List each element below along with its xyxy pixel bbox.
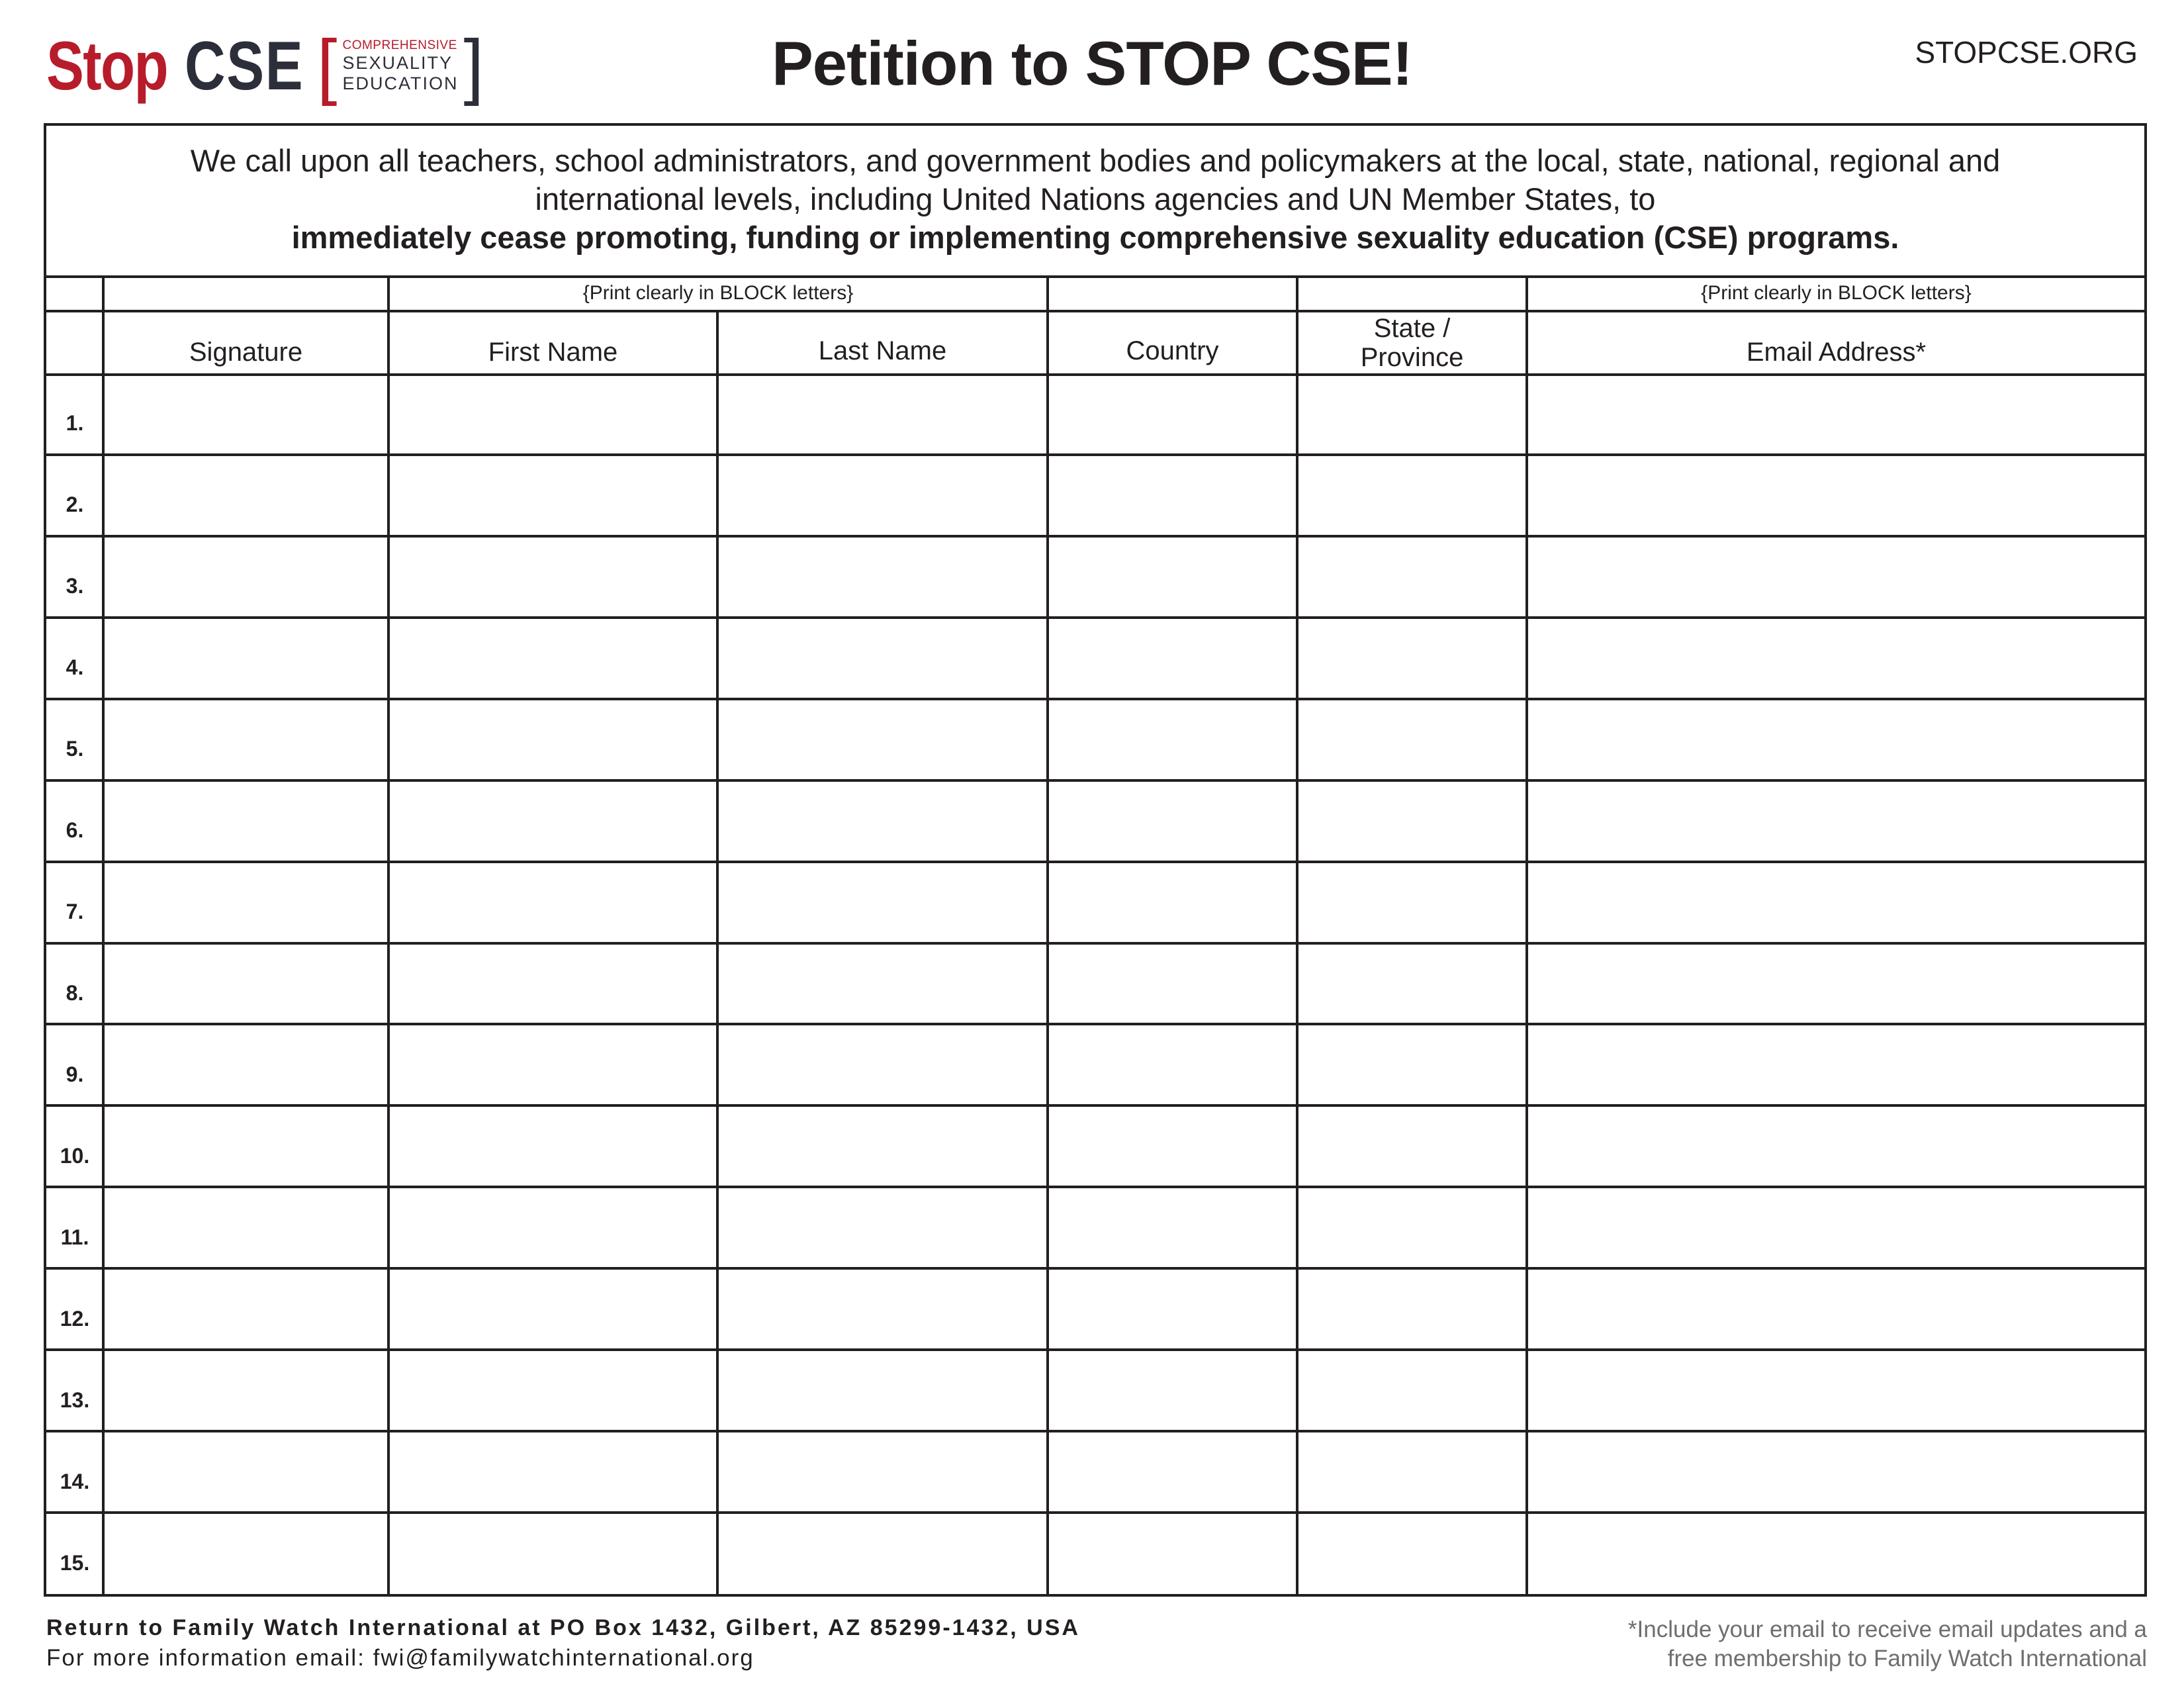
site-url: STOPCSE.ORG — [1915, 35, 2138, 70]
header-bottom-divider — [46, 373, 2144, 376]
row-divider — [46, 1104, 2144, 1107]
row-divider — [46, 1267, 2144, 1270]
row-divider — [46, 1348, 2144, 1351]
row-number: 7. — [66, 900, 84, 924]
row-number: 3. — [66, 574, 84, 598]
logo-bracket-right: ] — [463, 25, 484, 107]
row-divider — [46, 453, 2144, 456]
row-divider — [46, 1023, 2144, 1025]
row-number: 6. — [66, 818, 84, 843]
return-address: Return to Family Watch International at PO Box 1432, Gilbert, AZ 85299-1432, USA — [46, 1615, 1080, 1640]
col-divider-lastname — [1046, 275, 1049, 1594]
logo-bracket-left: [ — [316, 25, 338, 107]
row-divider — [46, 861, 2144, 863]
row-number: 15. — [60, 1550, 90, 1575]
col-divider-state — [1525, 275, 1528, 1594]
footnote-line-1: *Include your email to receive email updates and a — [1627, 1617, 2147, 1642]
contact-email-line: For more information email: fwi@familywatchinternational.org — [46, 1645, 754, 1671]
col-divider-firstname — [716, 310, 719, 1594]
col-header-state-province — [1298, 314, 1525, 372]
row-divider — [46, 1511, 2144, 1514]
col-header-first-name: First Name — [488, 338, 618, 367]
footer-return-info — [46, 1615, 1080, 1671]
col-divider-signature — [387, 275, 390, 1594]
statement-line-3: immediately cease promoting, funding or implementing comprehensive sexuality education (CSE) programs. — [291, 220, 1899, 255]
page-title: Petition to STOP CSE! — [772, 28, 1412, 98]
col-header-last-name: Last Name — [818, 336, 947, 365]
row-divider — [46, 1186, 2144, 1188]
row-number: 10. — [60, 1143, 90, 1168]
row-number: 1. — [66, 411, 84, 436]
print-note-email: {Print clearly in BLOCK letters} — [1701, 282, 1972, 304]
row-number: 8. — [66, 981, 84, 1005]
row-divider — [46, 535, 2144, 538]
row-divider — [46, 1430, 2144, 1432]
row-divider — [46, 779, 2144, 782]
statement-line-2: international levels, including United Nations agencies and UN Member States, to — [535, 181, 1656, 216]
row-number: 4. — [66, 655, 84, 680]
footnote-line-2: free membership to Family Watch International — [1667, 1646, 2147, 1671]
col-divider-number — [102, 275, 105, 1594]
col-header-signature: Signature — [189, 338, 303, 367]
col-header-email: Email Address* — [1746, 338, 1927, 367]
row-number: 11. — [60, 1225, 89, 1249]
row-divider — [46, 942, 2144, 945]
petition-statement — [46, 126, 2144, 278]
row-number: 14. — [60, 1469, 90, 1493]
logo-word-education: EDUCATION — [342, 73, 459, 93]
col-header-country: Country — [1126, 336, 1219, 365]
logo-stop-text: Stop — [46, 28, 167, 105]
row-divider — [46, 698, 2144, 700]
row-divider — [46, 616, 2144, 619]
row-number: 2. — [66, 492, 84, 517]
col-header-state-line1: State / — [1373, 314, 1451, 343]
row-number: 9. — [66, 1062, 84, 1086]
row-number: 5. — [66, 737, 84, 761]
petition-frame — [44, 123, 2147, 1597]
logo-word-comprehensive: COMPREHENSIVE — [342, 38, 457, 53]
print-note-names: {Print clearly in BLOCK letters} — [582, 282, 854, 304]
row-number: 12. — [60, 1306, 90, 1331]
row-number: 13. — [60, 1387, 90, 1412]
logo-cse-text: CSE — [185, 28, 304, 105]
col-header-state-line2: Province — [1360, 343, 1464, 372]
statement-line-1: We call upon all teachers, school administrators, and government bodies and policymakers at the local, state, national, regional and — [190, 143, 2001, 178]
email-footnote — [1628, 1615, 2147, 1673]
col-divider-country — [1296, 275, 1298, 1594]
logo-word-sexuality: SEXUALITY — [342, 52, 453, 73]
header-note-divider — [46, 310, 2144, 312]
